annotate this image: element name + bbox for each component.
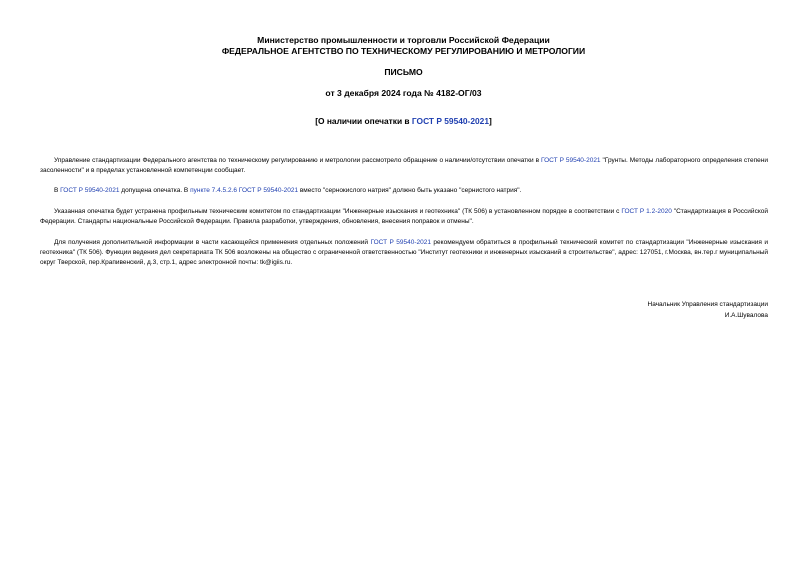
- p2-text-2: допущена опечатка. В: [119, 187, 191, 194]
- p2-clause-link[interactable]: пункте 7.4.5.2.6 ГОСТ Р 59540-2021: [190, 187, 299, 194]
- p4-gost-link[interactable]: ГОСТ Р 59540-2021: [370, 239, 431, 246]
- p1-text-2: "Грунты. Методы лабораторного определения степени засоленности" и в пределах установленной компетенции сообщает.: [40, 157, 768, 174]
- p2-text-1: В: [54, 187, 61, 194]
- p3-gost-link[interactable]: ГОСТ Р 1.2-2020: [621, 208, 672, 215]
- p2-gost-link[interactable]: ГОСТ Р 59540-2021: [60, 187, 120, 194]
- paragraph-2: [40, 186, 768, 196]
- date-number: от 3 декабря 2024 года № 4182-ОГ/03: [325, 88, 482, 98]
- p1-gost-link[interactable]: ГОСТ Р 59540-2021: [540, 157, 601, 164]
- signature-position: Начальник Управления стандартизации: [647, 301, 768, 308]
- document-type: ПИСЬМО: [384, 67, 423, 77]
- p3-text-2: "Стандартизация в Российской Федерации. Стандарты национальные Российской Федерации. Правила разработки, утверждения, обновления, внесения поправок и отмены".: [40, 208, 768, 225]
- paragraph-3: [40, 207, 768, 227]
- p4-text-1: Для получения дополнительной информации в части касающейся применения отдельных положений: [54, 239, 371, 246]
- subject-close: ]: [488, 116, 492, 126]
- p4-text-2: рекомендуем обратиться в профильный технический комитет по стандартизации "Инженерные изыскания и геотехника" (ТК 506). Функции ведения дел секретариата ТК 506 возложены на общество с ограниченной ответственностью "Институт геотехники и инженерных изысканий в строительстве", адрес: 127051, г.Москва, вн.тер.г муниципальный округ Тверской, пер.Крапивенский, д.3, стр.1, адрес электронной почты: tk@igiis.ru.: [40, 239, 769, 266]
- p2-text-3: вместо "сернокислого натрия" должно быть указано "сернистого натрия".: [298, 187, 522, 194]
- paragraph-4: [40, 238, 768, 268]
- subject-open: [О наличии опечатки в: [315, 116, 412, 126]
- paragraph-1: [40, 156, 768, 176]
- p1-text-1: Управление стандартизации Федерального агентства по техническому регулированию и метрологии рассмотрело обращение о наличии/отсутствии опечатки в: [54, 157, 541, 164]
- subject-line: [0, 116, 807, 127]
- signature-name: И.А.Шувалова: [724, 312, 768, 319]
- agency-title: ФЕДЕРАЛЬНОЕ АГЕНТСТВО ПО ТЕХНИЧЕСКОМУ РЕГУЛИРОВАНИЮ И МЕТРОЛОГИИ: [221, 46, 586, 56]
- subject-gost-link[interactable]: ГОСТ Р 59540-2021: [411, 116, 489, 126]
- ministry-title: Министерство промышленности и торговли Российской Федерации: [257, 35, 550, 45]
- p3-text-1: Указанная опечатка будет устранена профильным техническим комитетом по стандартизации "Инженерные изыскания и геотехника" (ТК 506) в установленном порядке в соответствии с: [54, 208, 622, 215]
